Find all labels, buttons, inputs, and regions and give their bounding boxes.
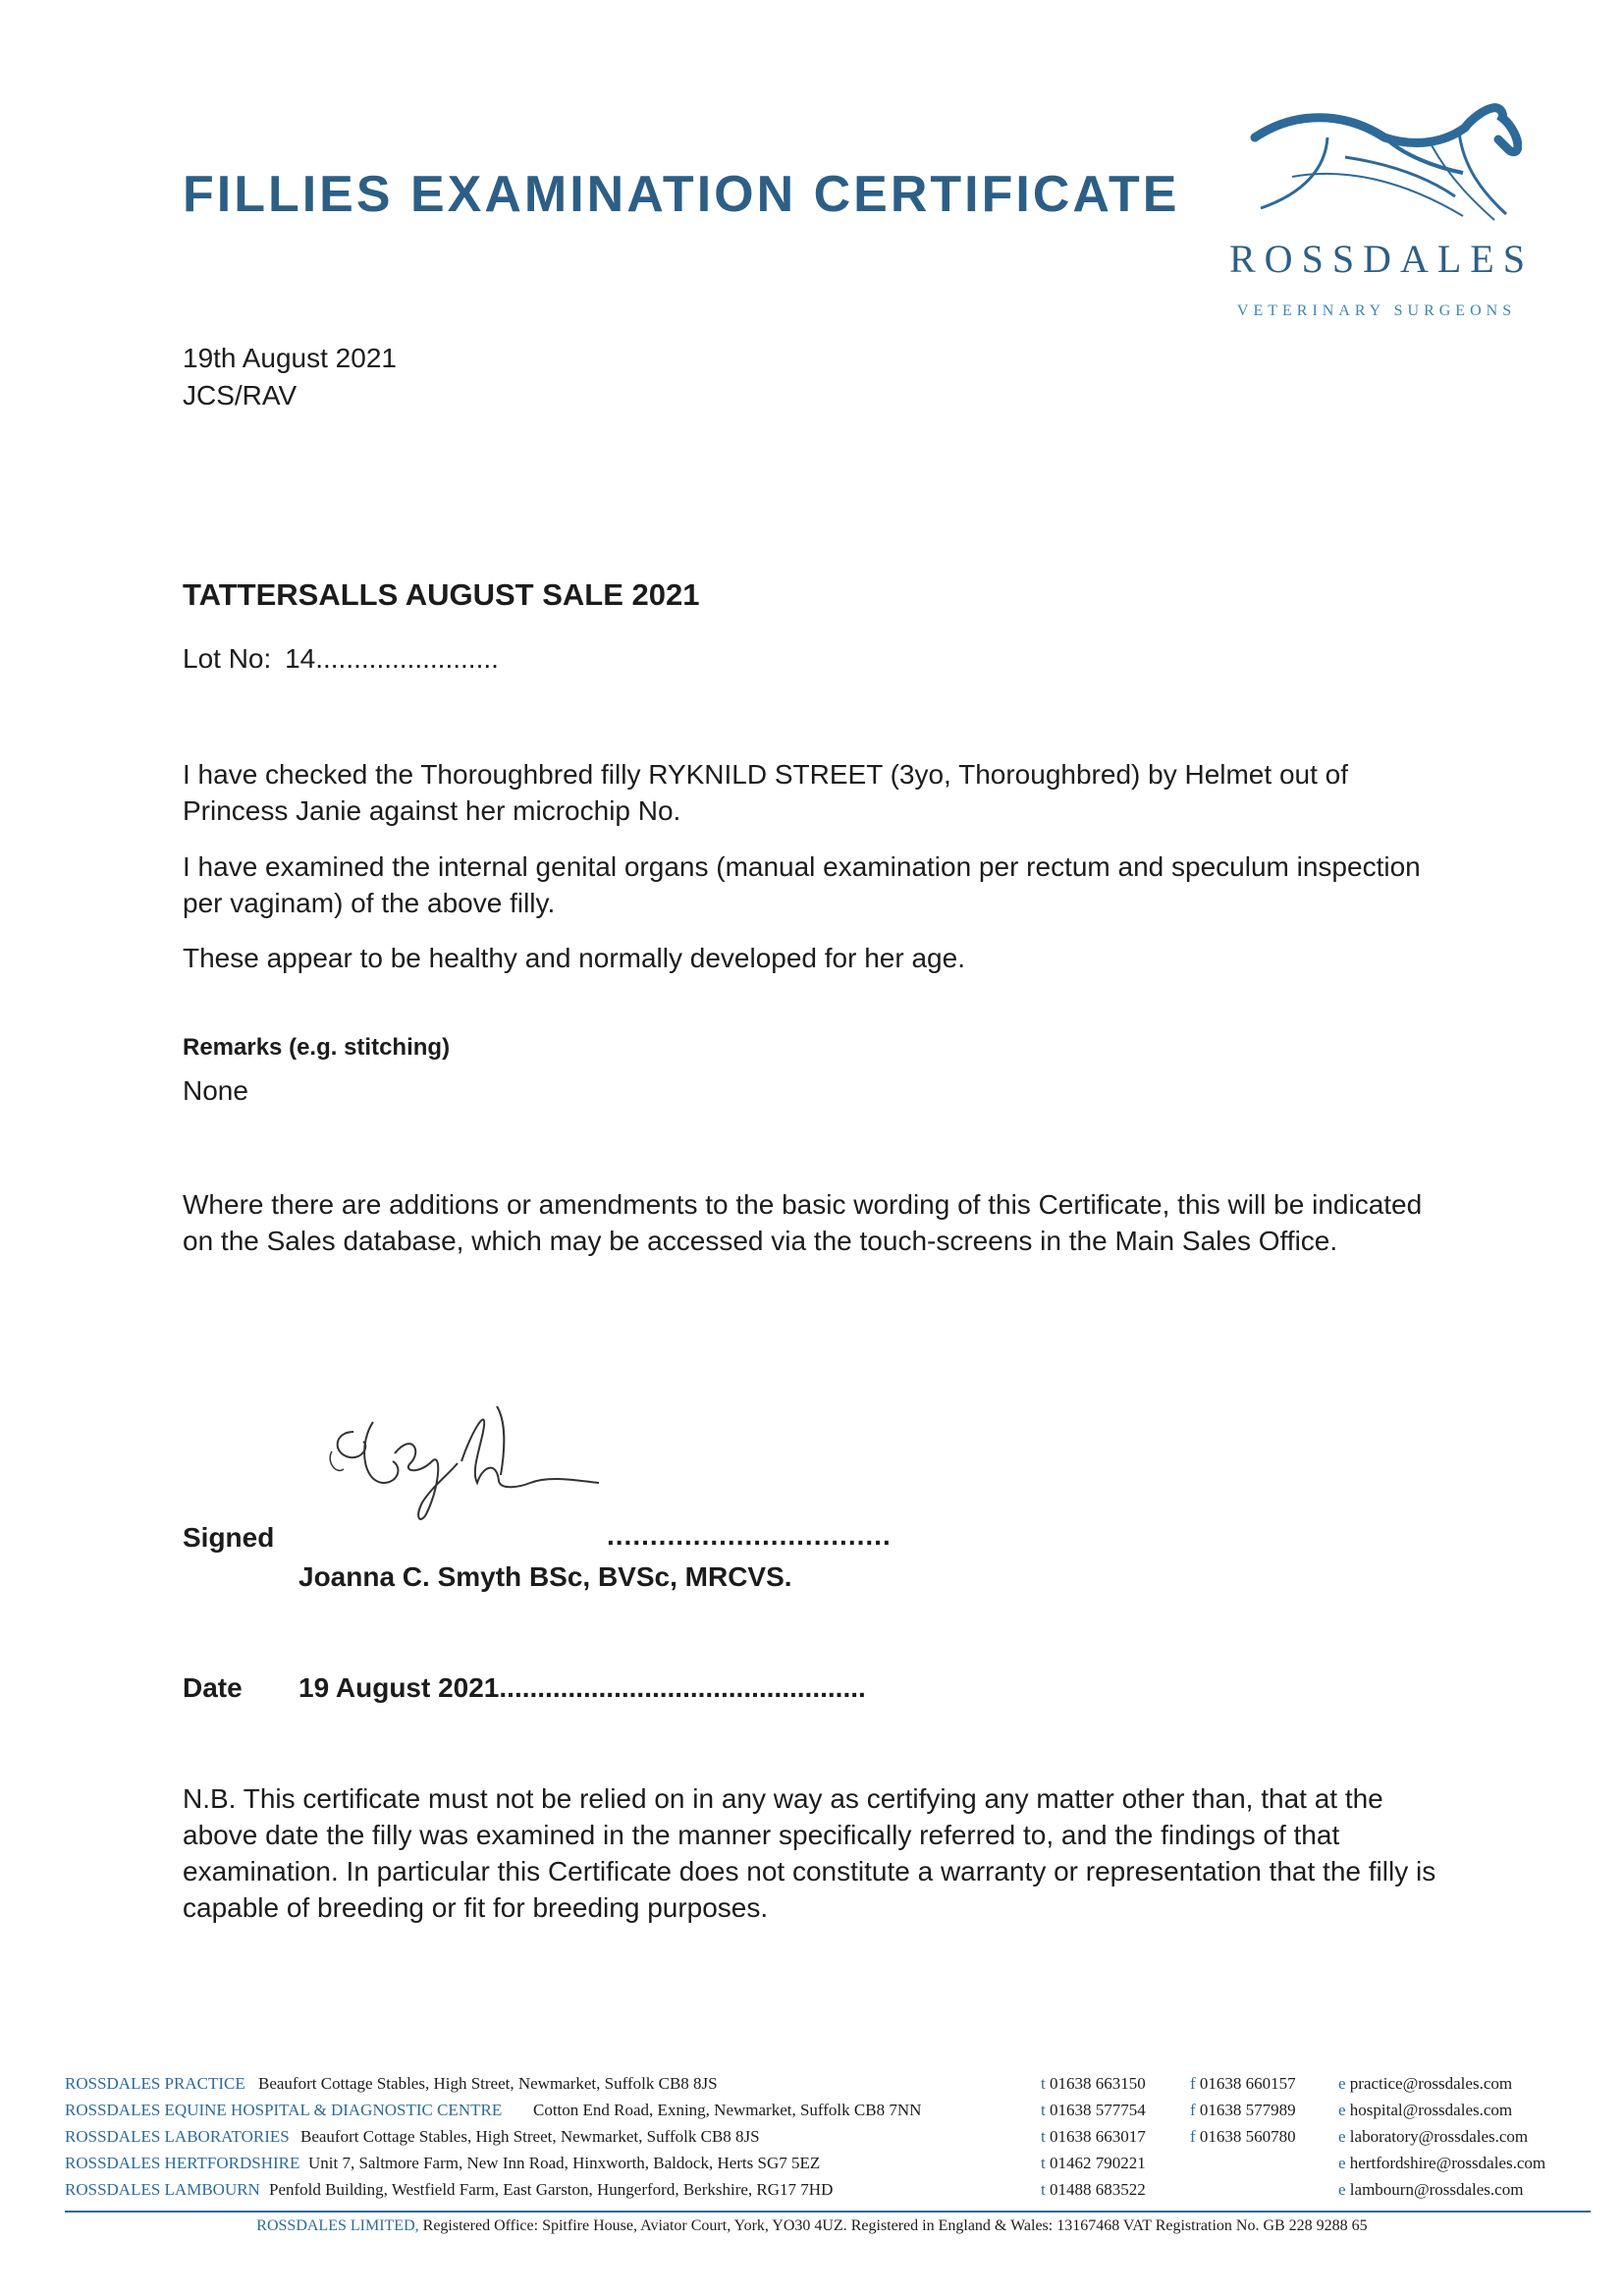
office-email[interactable]: lambourn@rossdales.com [1349, 2180, 1524, 2199]
office-name: ROSSDALES LABORATORIES [65, 2127, 290, 2146]
footer-row [65, 2101, 1597, 2127]
remarks-value: None [183, 1075, 248, 1106]
phone-prefix: t [1041, 2101, 1046, 2119]
office-address: Beaufort Cottage Stables, High Street, Newmarket, Suffolk CB8 8JS [258, 2074, 718, 2093]
fax-prefix: f [1190, 2074, 1196, 2093]
paragraph-microchip: I have checked the Thoroughbred filly RYKNILD STREET (3yo, Thoroughbred) by Helmet out of Princess Janie against her microchip No. [183, 759, 1348, 826]
paragraph-findings: These appear to be healthy and normally developed for her age. [183, 943, 965, 973]
office-address: Cotton End Road, Exning, Newmarket, Suffolk CB8 7NN [533, 2101, 922, 2119]
email-prefix: e [1338, 2154, 1346, 2172]
email-prefix: e [1338, 2101, 1346, 2119]
logo-subtitle: VETERINARY SURGEONS [1236, 302, 1517, 319]
office-email[interactable]: hospital@rossdales.com [1349, 2101, 1513, 2119]
footer-row [65, 2154, 1597, 2180]
phone-prefix: t [1041, 2074, 1046, 2093]
fax-prefix: f [1190, 2127, 1196, 2146]
email-prefix: e [1338, 2074, 1346, 2093]
office-address: Unit 7, Saltmore Farm, New Inn Road, Hinxworth, Baldock, Herts SG7 5EZ [308, 2154, 821, 2172]
rossdales-logo [1218, 98, 1532, 334]
office-name: ROSSDALES PRACTICE [65, 2074, 245, 2093]
office-name: ROSSDALES LAMBOURN [65, 2180, 260, 2199]
office-email[interactable]: practice@rossdales.com [1349, 2074, 1513, 2093]
signer-name: Joanna C. Smyth BSc, BVSc, MRCVS. [298, 1561, 792, 1592]
office-name: ROSSDALES EQUINE HOSPITAL & DIAGNOSTIC CENTRE [65, 2101, 503, 2119]
office-fax: 01638 660157 [1199, 2074, 1296, 2093]
amendments-paragraph: Where there are additions or amendments to the basic wording of this Certificate, this will be indicated on the Sales database, which may be accessed via the touch-screens in the Main Sales Office. [183, 1189, 1423, 1256]
signature-line: ................................. [607, 1520, 892, 1551]
paragraph-examination: I have examined the internal genital organs (manual examination per rectum and speculum inspection per vaginam) of the above filly. [183, 851, 1421, 918]
lot-label: Lot No: [183, 643, 272, 674]
fax-prefix: f [1190, 2101, 1196, 2119]
footer-divider [65, 2211, 1591, 2213]
handwritten-signature [324, 1393, 609, 1545]
office-phone: 01488 683522 [1049, 2180, 1146, 2199]
nb-disclaimer: N.B. This certificate must not be relied on in any way as certifying any matter other than, that at the above date the filly was examined in the manner specifically referred to, and the findings of that examination. In particular this Certificate does not constitute a warranty or representation that the filly is capable of breeding or fit for breeding purposes. [183, 1783, 1436, 1923]
office-fax: 01638 577989 [1199, 2101, 1296, 2119]
footer-row [65, 2074, 1597, 2101]
office-phone: 01638 663150 [1049, 2074, 1146, 2093]
remarks-label: Remarks (e.g. stitching) [183, 1034, 451, 1061]
office-address: Penfold Building, Westfield Farm, East Garston, Hungerford, Berkshire, RG17 7HD [269, 2180, 834, 2199]
office-phone: 01638 577754 [1049, 2101, 1146, 2119]
footer-offices [65, 2074, 1597, 2207]
email-prefix: e [1338, 2127, 1346, 2146]
letter-reference: JCS/RAV [183, 380, 298, 410]
footer-row [65, 2180, 1597, 2207]
date-value: 19 August 2021................................................ [298, 1672, 866, 1703]
signed-label: Signed [183, 1522, 275, 1553]
office-name: ROSSDALES HERTFORDSHIRE [65, 2154, 300, 2172]
lot-number [183, 643, 499, 675]
registered-office [0, 2217, 1624, 2235]
office-address: Beaufort Cottage Stables, High Street, Newmarket, Suffolk CB8 8JS [300, 2127, 760, 2146]
office-email[interactable]: laboratory@rossdales.com [1349, 2127, 1529, 2146]
office-phone: 01638 663017 [1049, 2127, 1146, 2146]
logo-name: ROSSDALES [1229, 237, 1534, 281]
office-fax: 01638 560780 [1199, 2127, 1296, 2146]
phone-prefix: t [1041, 2154, 1046, 2172]
letter-date: 19th August 2021 [183, 343, 397, 373]
office-phone: 01462 790221 [1049, 2154, 1146, 2172]
footer-row [65, 2127, 1597, 2154]
email-prefix: e [1338, 2180, 1346, 2199]
date-label: Date [183, 1672, 243, 1703]
office-email[interactable]: hertfordshire@rossdales.com [1349, 2154, 1546, 2172]
phone-prefix: t [1041, 2127, 1046, 2146]
certificate-title: FILLIES EXAMINATION CERTIFICATE [183, 166, 1180, 223]
lot-value: 14........................ [285, 643, 499, 674]
limited-name: ROSSDALES LIMITED, [256, 2217, 419, 2234]
registered-details: Registered Office: Spitfire House, Aviator Court, York, YO30 4UZ. Registered in England & Wales: 13167468 VAT Registration No. GB 228 9288 65 [422, 2217, 1368, 2234]
horse-logo-icon [1237, 98, 1522, 231]
sale-title: TATTERSALLS AUGUST SALE 2021 [183, 577, 700, 612]
phone-prefix: t [1041, 2180, 1046, 2199]
